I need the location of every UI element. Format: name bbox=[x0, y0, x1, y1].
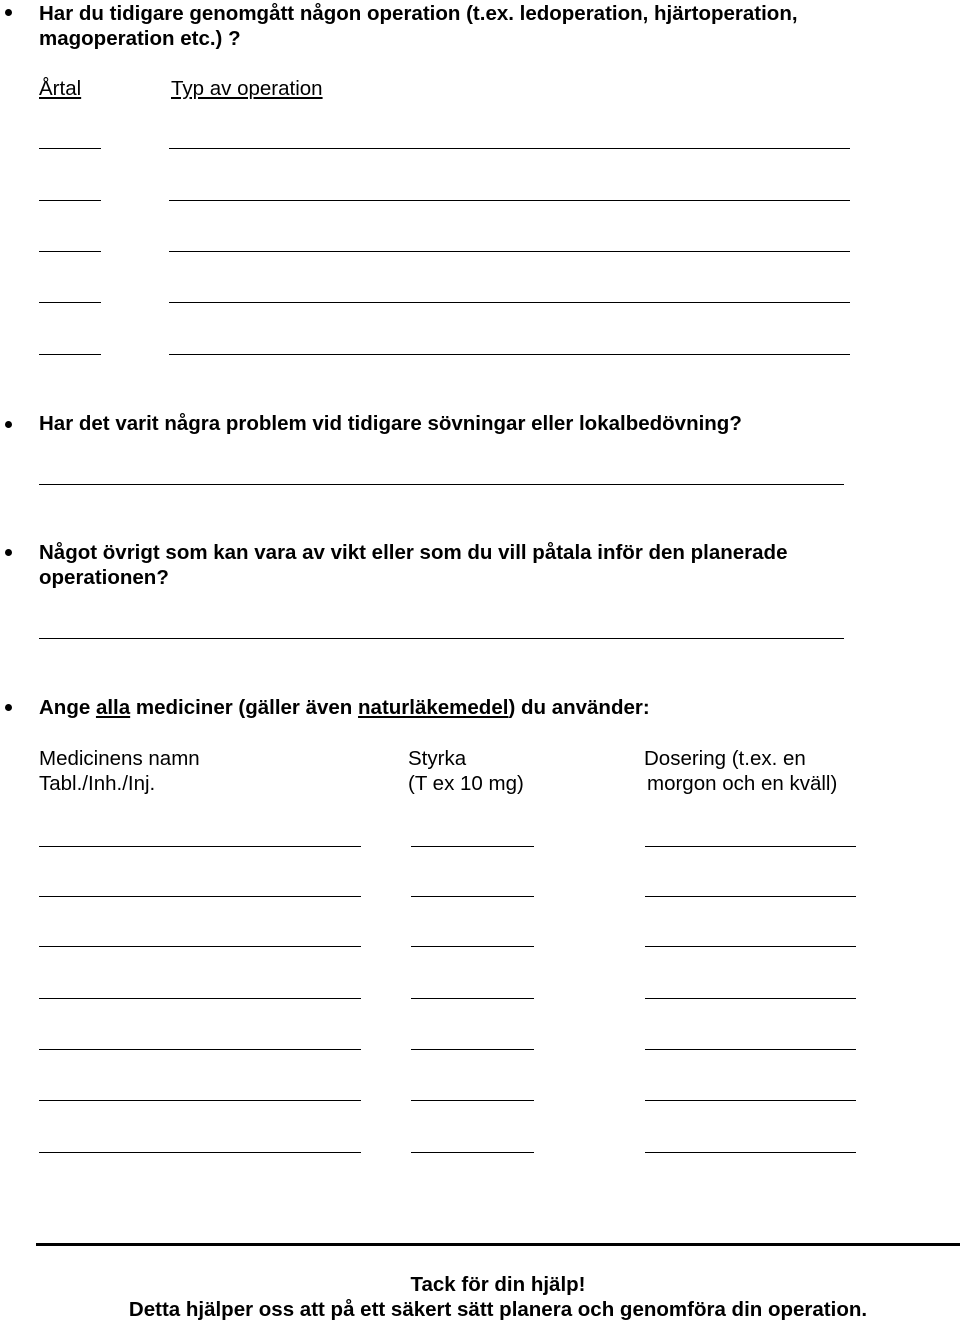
question-1-line-1: Har du tidigare genomgått någon operation (t.ex. ledoperation, hjärtoperation, bbox=[39, 2, 798, 25]
medicine-name-field[interactable] bbox=[39, 1100, 361, 1101]
footer-thanks: Tack för din hjälp! bbox=[410, 1273, 586, 1296]
medicine-strength-field[interactable] bbox=[411, 998, 534, 999]
medicine-dosage-field[interactable] bbox=[645, 1100, 856, 1101]
question-3-line-1: Något övrigt som kan vara av vikt eller som du vill påtala inför den planerade bbox=[39, 541, 788, 564]
medicine-name-field[interactable] bbox=[39, 1049, 361, 1050]
operation-type-field[interactable] bbox=[169, 251, 850, 252]
question-4-pre: Ange bbox=[39, 696, 96, 719]
medicine-dosage-field[interactable] bbox=[645, 998, 856, 999]
question-4-post: ) du använder: bbox=[508, 696, 650, 719]
medicine-dosage-field[interactable] bbox=[645, 946, 856, 947]
operation-type-field[interactable] bbox=[169, 200, 850, 201]
medicine-name-field[interactable] bbox=[39, 846, 361, 847]
bullet-icon bbox=[5, 549, 12, 556]
question-3-line-2: operationen? bbox=[39, 566, 169, 589]
question-4-underlined-natural-remedies: naturläkemedel bbox=[358, 696, 509, 719]
operation-year-field[interactable] bbox=[39, 302, 101, 303]
operation-year-field[interactable] bbox=[39, 148, 101, 149]
medicine-strength-subheader: (T ex 10 mg) bbox=[408, 772, 524, 795]
question-3-answer-field[interactable] bbox=[39, 638, 844, 639]
footer-note: Detta hjälper oss att på ett säkert sätt planera och genomföra din operation. bbox=[128, 1298, 868, 1321]
question-2: Har det varit några problem vid tidigare sövningar eller lokalbedövning? bbox=[39, 412, 742, 435]
medicine-name-field[interactable] bbox=[39, 896, 361, 897]
question-1-line-2: magoperation etc.) ? bbox=[39, 27, 241, 50]
medicine-strength-field[interactable] bbox=[411, 946, 534, 947]
medicine-dosage-subheader: morgon och en kväll) bbox=[647, 772, 838, 795]
operation-year-field[interactable] bbox=[39, 251, 101, 252]
medicine-name-header: Medicinens namn bbox=[39, 747, 200, 770]
medicine-dosage-field[interactable] bbox=[645, 846, 856, 847]
medicine-strength-field[interactable] bbox=[411, 1049, 534, 1050]
medicine-strength-field[interactable] bbox=[411, 1152, 534, 1153]
operation-year-field[interactable] bbox=[39, 200, 101, 201]
question-4-mid: mediciner (gäller även bbox=[130, 696, 359, 719]
medicine-strength-field[interactable] bbox=[411, 846, 534, 847]
question-2-answer-field[interactable] bbox=[39, 484, 844, 485]
medicine-name-field[interactable] bbox=[39, 946, 361, 947]
operation-year-field[interactable] bbox=[39, 354, 101, 355]
medicine-dosage-field[interactable] bbox=[645, 896, 856, 897]
medicine-strength-field[interactable] bbox=[411, 896, 534, 897]
operation-type-field[interactable] bbox=[169, 354, 850, 355]
question-4 bbox=[39, 695, 650, 720]
medicine-dosage-field[interactable] bbox=[645, 1152, 856, 1153]
question-4-underlined-all: alla bbox=[95, 696, 131, 719]
operations-type-header: Typ av operation bbox=[171, 77, 323, 100]
medicine-dosage-field[interactable] bbox=[645, 1049, 856, 1050]
medicine-name-field[interactable] bbox=[39, 998, 361, 999]
footer-divider bbox=[36, 1243, 960, 1246]
medicine-strength-header: Styrka bbox=[408, 747, 467, 770]
bullet-icon bbox=[5, 704, 12, 711]
operation-type-field[interactable] bbox=[169, 302, 850, 303]
operation-type-field[interactable] bbox=[169, 148, 850, 149]
medicine-dosage-header: Dosering (t.ex. en bbox=[644, 747, 806, 770]
operations-year-header: Årtal bbox=[39, 77, 82, 100]
medicine-strength-field[interactable] bbox=[411, 1100, 534, 1101]
bullet-icon bbox=[5, 9, 12, 16]
bullet-icon bbox=[5, 421, 12, 428]
medicine-name-field[interactable] bbox=[39, 1152, 361, 1153]
medicine-name-subheader: Tabl./Inh./Inj. bbox=[39, 772, 156, 795]
